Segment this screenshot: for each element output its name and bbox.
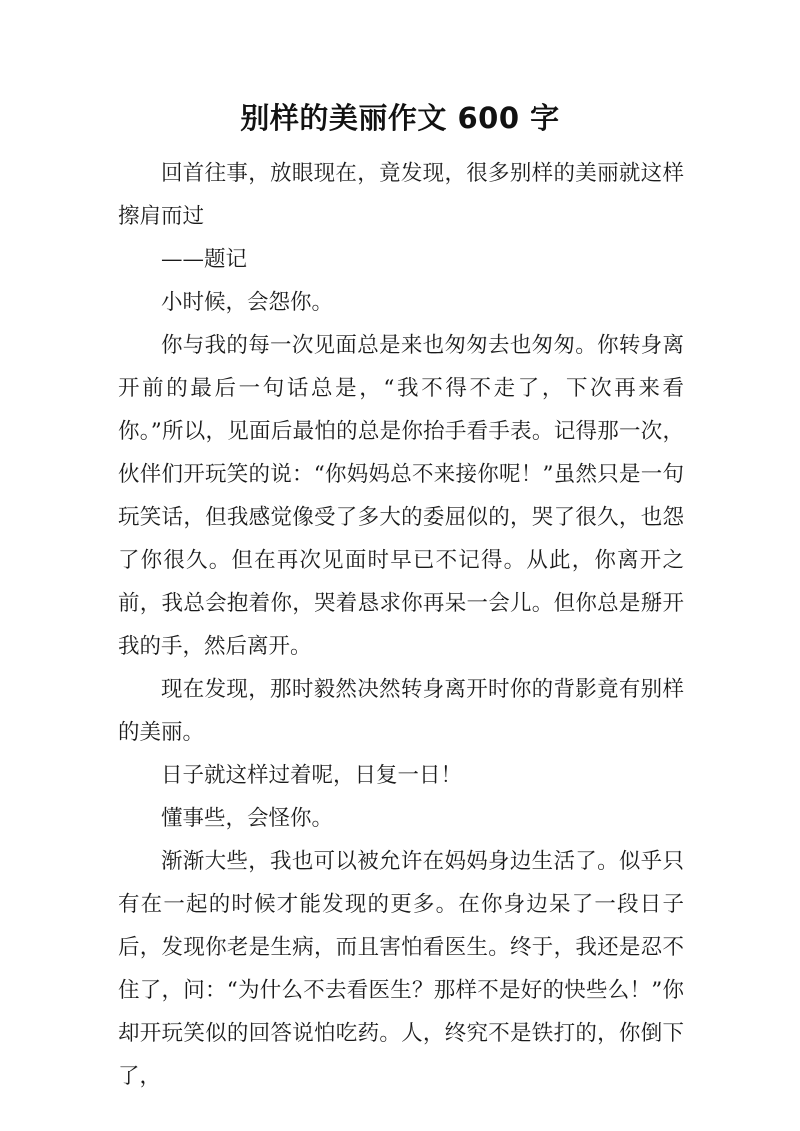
paragraph-reflection: 现在发现，那时毅然决然转身离开时你的背影竟有别样的美丽。 <box>118 677 684 745</box>
document-title: 别样的美丽作文 600 字 <box>240 101 560 135</box>
paragraph-older-story: 渐渐大些，我也可以被允许在妈妈身边生活了。似乎只有在一起的时候才能发现的更多。在你身边呆了一段日子后，发现你老是生病，而且害怕看医生。终于，我还是忍不住了，问：“为什么不去看医生？那样不是好的快些么！”你却开玩笑似的回答说怕吃药。人，终究不是铁打的，你倒下了， <box>118 849 684 1089</box>
document-body <box>118 152 684 1098</box>
paragraph-epigraph-attribution: ——题记 <box>161 247 248 272</box>
paragraph-childhood-heading: 小时候，会怨你。 <box>161 290 334 315</box>
paragraph-days-pass: 日子就这样过着呢，日复一日！ <box>161 763 463 788</box>
paragraph-older-heading: 懂事些，会怪你。 <box>161 806 334 831</box>
paragraph-childhood-story: 你与我的每一次见面总是来也匆匆去也匆匆。你转身离开前的最后一句话总是，“我不得不走了，下次再来看你。”所以，见面后最怕的总是你抬手看手表。记得那一次，伙伴们开玩笑的说：“你妈妈总不来接你呢！”虽然只是一句玩笑话，但我感觉像受了多大的委屈似的，哭了很久，也怨了你很久。但在再次见面时早已不记得。从此，你离开之前，我总会抱着你，哭着恳求你再呆一会儿。但你总是掰开我的手，然后离开。 <box>118 333 684 659</box>
paragraph-epigraph: 回首往事，放眼现在，竟发现，很多别样的美丽就这样擦肩而过 <box>118 161 684 229</box>
